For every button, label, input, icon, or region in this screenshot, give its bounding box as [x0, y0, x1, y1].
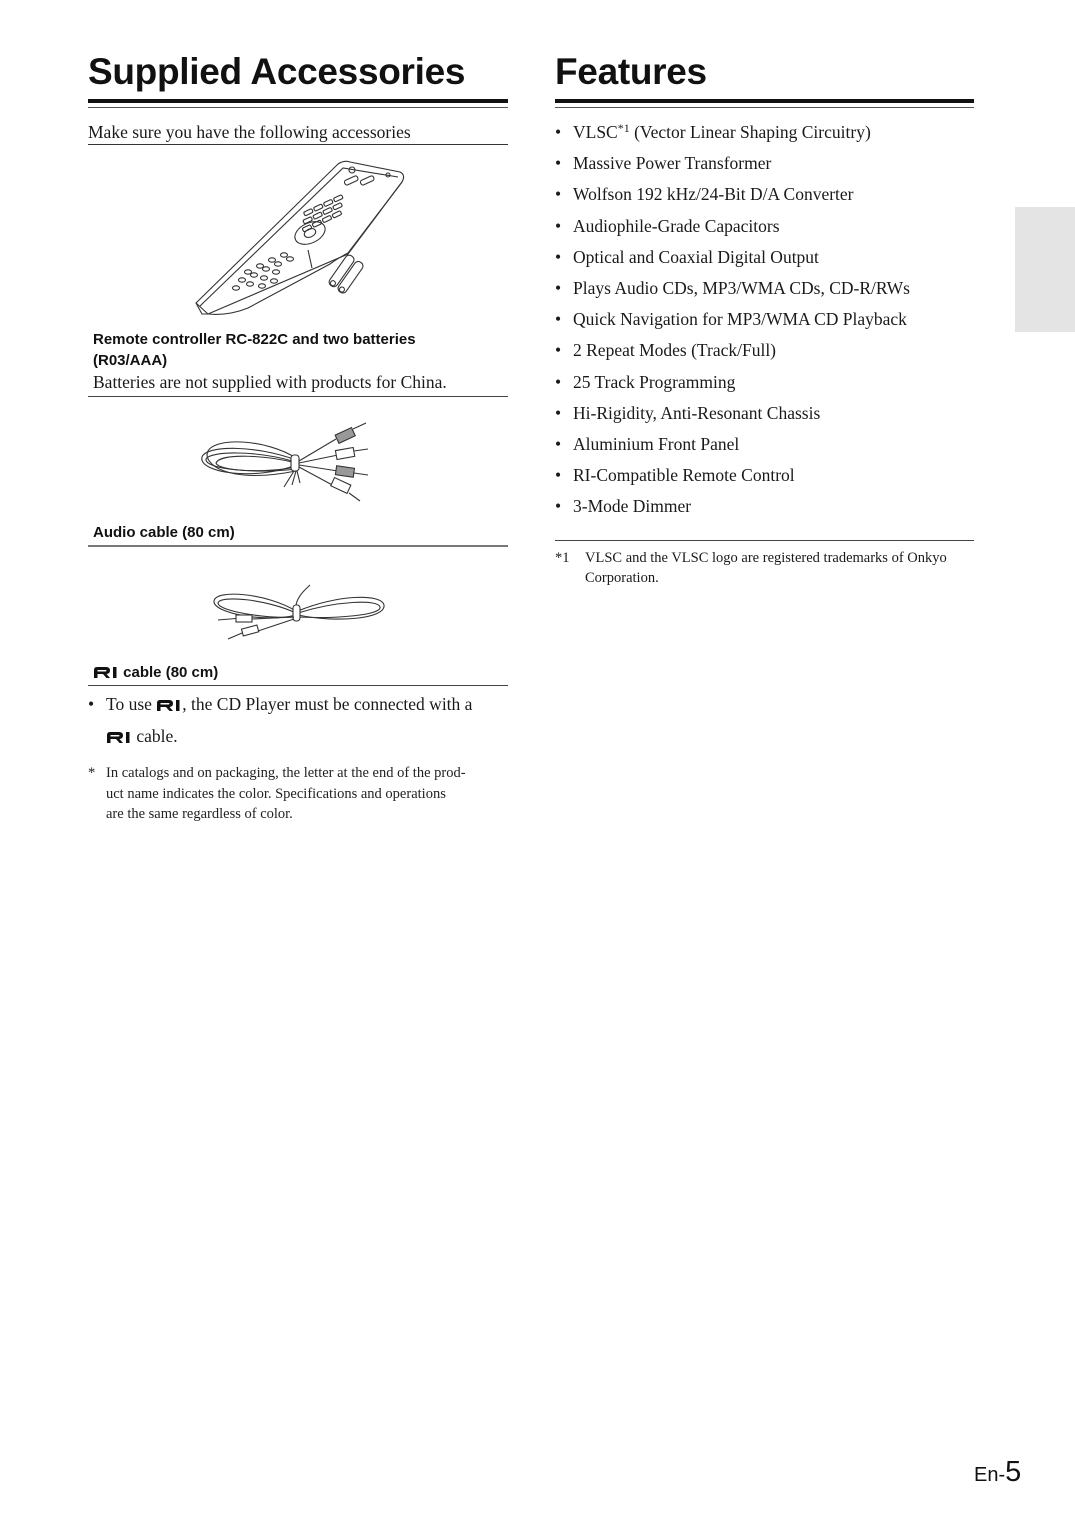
- ri-cable-caption: [93, 662, 218, 685]
- bullet-icon: •: [555, 309, 562, 330]
- bullet-icon: •: [555, 340, 562, 361]
- remote-caption-line2: (R03/AAA): [93, 352, 168, 369]
- bullet-icon: •: [555, 153, 562, 174]
- bullet-icon: •: [555, 496, 562, 517]
- title-rule-thick: [88, 99, 508, 103]
- section-title: Features: [555, 51, 707, 92]
- ri-cable-caption-text: cable (80 cm): [123, 664, 219, 681]
- bullet-icon: •: [555, 433, 562, 454]
- intro-text: Make sure you have the following accessories: [88, 121, 508, 145]
- footnote-divider: [555, 540, 974, 541]
- remote-controller-illustration: [188, 158, 408, 318]
- vlsc-footnote: *1 VLSC and the VLSC logo are registered trademarks of Onkyo Corporation.: [555, 550, 947, 586]
- bullet-icon: •: [555, 215, 562, 236]
- ri-logo-icon: [156, 692, 182, 722]
- divider: [88, 396, 508, 397]
- feature-item: • Audiophile-Grade Capacitors: [555, 211, 974, 242]
- divider: [88, 545, 508, 547]
- feature-list: [555, 117, 974, 522]
- feature-item: • RI-Compatible Remote Control: [555, 460, 974, 491]
- feature-item: • 3-Mode Dimmer: [555, 491, 974, 522]
- feature-item: • Plays Audio CDs, MP3/WMA CDs, CD-R/RWs: [555, 273, 974, 304]
- chapter-side-tab: [1015, 207, 1075, 332]
- bullet-icon: •: [555, 371, 562, 392]
- feature-item: • Wolfson 192 kHz/24-Bit D/A Converter: [555, 179, 974, 210]
- bullet-icon: •: [555, 122, 562, 142]
- footnote-ref: *1: [617, 121, 630, 135]
- feature-item: • Aluminium Front Panel: [555, 429, 974, 460]
- feature-item: • VLSC$^{*1}$ (Vector Linear Shaping Circuitry): [555, 117, 974, 148]
- ri-usage-bullet: • To use , the CD Player must be connected with a cable.: [88, 690, 508, 750]
- ri-logo-icon: [106, 724, 132, 754]
- bullet-icon: •: [88, 694, 95, 714]
- remote-caption-line1: Remote controller RC-822C and two batteries: [93, 331, 416, 348]
- bullet-icon: •: [555, 277, 562, 298]
- bullet-icon: •: [555, 184, 562, 205]
- bullet-icon: •: [555, 246, 562, 267]
- title-rule-thin: [88, 107, 508, 108]
- section-title: Supplied Accessories: [88, 51, 466, 92]
- color-footnote: * In catalogs and on packaging, the letter at the end of the prod- uct name indicates the color. Specifications and operations are the same regardless of color.: [88, 765, 466, 822]
- bullet-icon: •: [555, 402, 562, 423]
- ri-logo-icon: [93, 664, 119, 685]
- title-rule-thick: [555, 99, 974, 103]
- feature-item: • 25 Track Programming: [555, 367, 974, 398]
- feature-item: • Quick Navigation for MP3/WMA CD Playback: [555, 304, 974, 335]
- title-rule-thin: [555, 107, 974, 108]
- batteries-note: Batteries are not supplied with products for China.: [93, 372, 447, 392]
- feature-item: • 2 Repeat Modes (Track/Full): [555, 335, 974, 366]
- page-number: En-5: [974, 1456, 1022, 1488]
- audio-cable-illustration: [196, 415, 406, 515]
- divider: [88, 685, 508, 686]
- feature-item: • Hi-Rigidity, Anti-Resonant Chassis: [555, 398, 974, 429]
- audio-cable-caption: Audio cable (80 cm): [93, 524, 235, 541]
- feature-item: • Optical and Coaxial Digital Output: [555, 242, 974, 273]
- ri-cable-illustration: [206, 575, 391, 645]
- bullet-icon: •: [555, 465, 562, 486]
- feature-item: • Massive Power Transformer: [555, 148, 974, 179]
